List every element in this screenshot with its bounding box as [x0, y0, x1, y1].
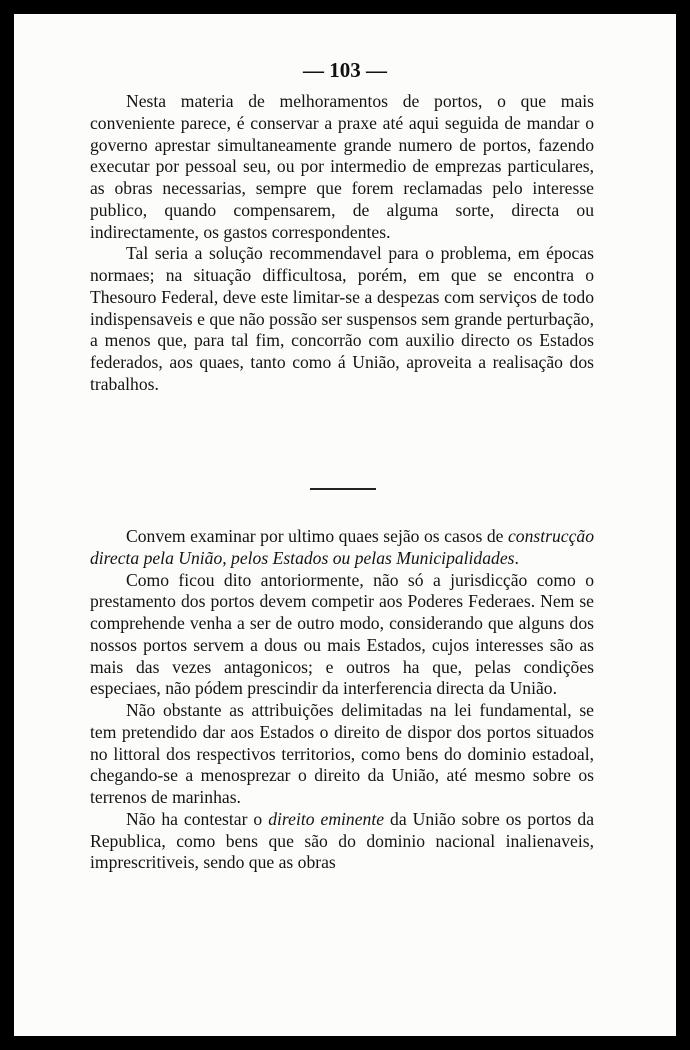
- section-divider: [310, 488, 376, 490]
- paragraph: [90, 526, 594, 570]
- page-number: — 103 —: [303, 58, 387, 82]
- text-run: Não ha contestar o: [126, 808, 269, 829]
- book-page: [14, 14, 676, 1036]
- paragraph: Nesta materia de melhoramentos de portos, o que mais conveniente parece, é conservar a praxe até aqui seguida de mandar o governo aprestar simultaneamente grande numero de portos, fazendo executar por pessoal seu, ou por intermedio de emprezas particulares, as obras necessarias, sempre que forem reclamadas pelo interesse publico, quando compensarem, de alguma sorte, directa ou indirectamente, os gastos correspondentes.: [90, 91, 594, 242]
- section-construction-cases: [90, 526, 594, 874]
- text-run: da União sobre os portos da Republica, como bens que são do dominio nacional inalienaveis, imprescritiveis, sendo que as obras: [90, 808, 595, 873]
- italic-phrase: direito eminente: [268, 808, 385, 829]
- text-run: .: [514, 547, 519, 568]
- section-harbour-improvements: [90, 91, 594, 396]
- italic-phrase: construcção directa pela União, pelos Estados ou pelas Municipalidades: [90, 526, 594, 568]
- text-run: Convem examinar por ultimo quaes sejão os casos de: [126, 526, 508, 546]
- paragraph: Como ficou dito antoriormente, não só a jurisdicção como o prestamento dos portos devem competir aos Poderes Federaes. Nem se comprehende venha a ser de outro modo, considerando que alguns dos nossos portos servem a dous ou mais Estados, cujos interesses são as mais das vezes antagonicos; e outros ha que, pelas condições especiaes, não pódem prescindir da interferencia directa da União.: [90, 569, 594, 699]
- paragraph: Tal seria a solução recommendavel para o problema, em épocas normaes; na situação difficultosa, porém, em que se encontra o Thesouro Federal, deve este limitar-se a despezas com serviços de todo indispensaveis e que não possão ser suspensos sem grande perturbação, a menos que, para tal fim, concorrão com auxilio directo os Estados federados, aos quaes, tanto como á União, aproveita a realisação dos trabalhos.: [90, 243, 594, 394]
- paragraph: Não obstante as attribuições delimitadas na lei fundamental, se tem pretendido dar aos Estados o direito de dispor dos portos situados no littoral dos respectivos territorios, como bens do dominio estadoal, chegando-se a menosprezar o direito da União, até mesmo sobre os terrenos de marinhas.: [90, 700, 594, 807]
- paragraph: [90, 809, 594, 874]
